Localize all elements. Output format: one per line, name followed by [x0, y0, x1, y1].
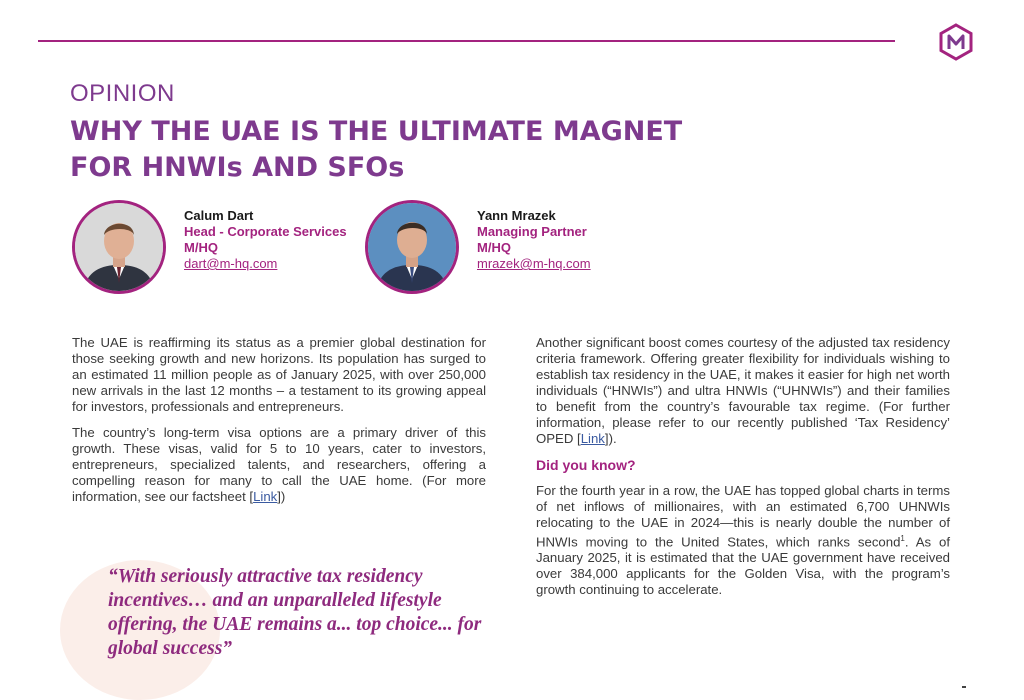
- section-kicker: OPINION: [70, 80, 175, 107]
- paragraph: The UAE is reaffirming its status as a premier global destination for those seeking growth and new horizons. Its population has surged to an estimated 11 million people as of January 2025, with over 250,000 new arrivals in the last 12 months – a testament to its growing appeal for investors, professionals and entrepreneurs.: [72, 335, 486, 414]
- m-hq-hexagon-logo-icon: [936, 22, 976, 62]
- avatar: [72, 200, 166, 294]
- tax-residency-oped-link[interactable]: Link: [580, 431, 605, 446]
- author-org: M/HQ: [184, 240, 218, 255]
- author-info: [184, 208, 347, 272]
- headline-line-1: WHY THE UAE IS THE ULTIMATE MAGNET: [70, 116, 683, 147]
- author-name: Calum Dart: [184, 208, 254, 223]
- paragraph-text: For the fourth year in a row, the UAE has topped global charts in terms of net inflows of millionaires, with an estimated 6,700 UHNWIs relocating to the UAE in 2024—this is nearly double the number of HNWIs moving to the United States, which ranks second: [536, 483, 950, 550]
- author-name: Yann Mrazek: [477, 208, 556, 223]
- did-you-know-heading: Did you know?: [536, 457, 636, 473]
- author-title: Head - Corporate Services: [184, 224, 347, 239]
- paragraph-text-end: ]): [277, 489, 286, 504]
- footnote-marker: 1: [900, 534, 905, 543]
- paragraph-text-end: ]).: [604, 431, 617, 446]
- paragraph: [72, 425, 486, 505]
- author-email-link[interactable]: dart@m-hq.com: [184, 256, 278, 271]
- author-title: Managing Partner: [477, 224, 587, 239]
- author-email-link[interactable]: mrazek@m-hq.com: [477, 256, 591, 271]
- headline-line-2: FOR HNWIs AND SFOs: [70, 152, 405, 183]
- article-headline: [70, 114, 830, 186]
- avatar: [365, 200, 459, 294]
- factsheet-link[interactable]: Link: [253, 489, 278, 504]
- author-org: M/HQ: [477, 240, 511, 255]
- left-column: [72, 335, 486, 515]
- paragraph: [536, 335, 950, 447]
- paragraph: [536, 483, 950, 598]
- header-rule: [38, 40, 895, 42]
- right-column: [536, 335, 950, 608]
- author-card-yann-mrazek: [365, 200, 591, 294]
- author-info: [477, 208, 591, 272]
- author-card-calum-dart: [72, 200, 347, 294]
- paragraph-text: The country’s long-term visa options are a primary driver of this growth. These visas, valid for 5 to 10 years, cater to investors, entrepreneurs, specialized talents, and researchers, offering a compelling reason for many to call the UAE home. (For more information, see our factsheet [: [72, 425, 486, 504]
- page-edge-mark: [962, 686, 966, 688]
- pull-quote: “With seriously attractive tax residency incentives… and an unparalleled lifestyle offering, the UAE remains a... top choice... for global success”: [108, 566, 482, 659]
- paragraph-text-end: . As of January 2025, it is estimated that the UAE government have received over 384,000 applicants for the Golden Visa, with the program’s growth continuing to accelerate.: [536, 534, 950, 598]
- paragraph-text: Another significant boost comes courtesy of the adjusted tax residency criteria framework. Offering greater flexibility for individuals wishing to establish tax residency in the UAE, it makes it easier for high net worth individuals (“HNWIs”) and ultra HNWIs (“UHNWIs”) and their families to benefit from the country’s favourable tax regime. (For further information, please refer to our recently published ‘Tax Residency’ OPED [: [536, 335, 950, 446]
